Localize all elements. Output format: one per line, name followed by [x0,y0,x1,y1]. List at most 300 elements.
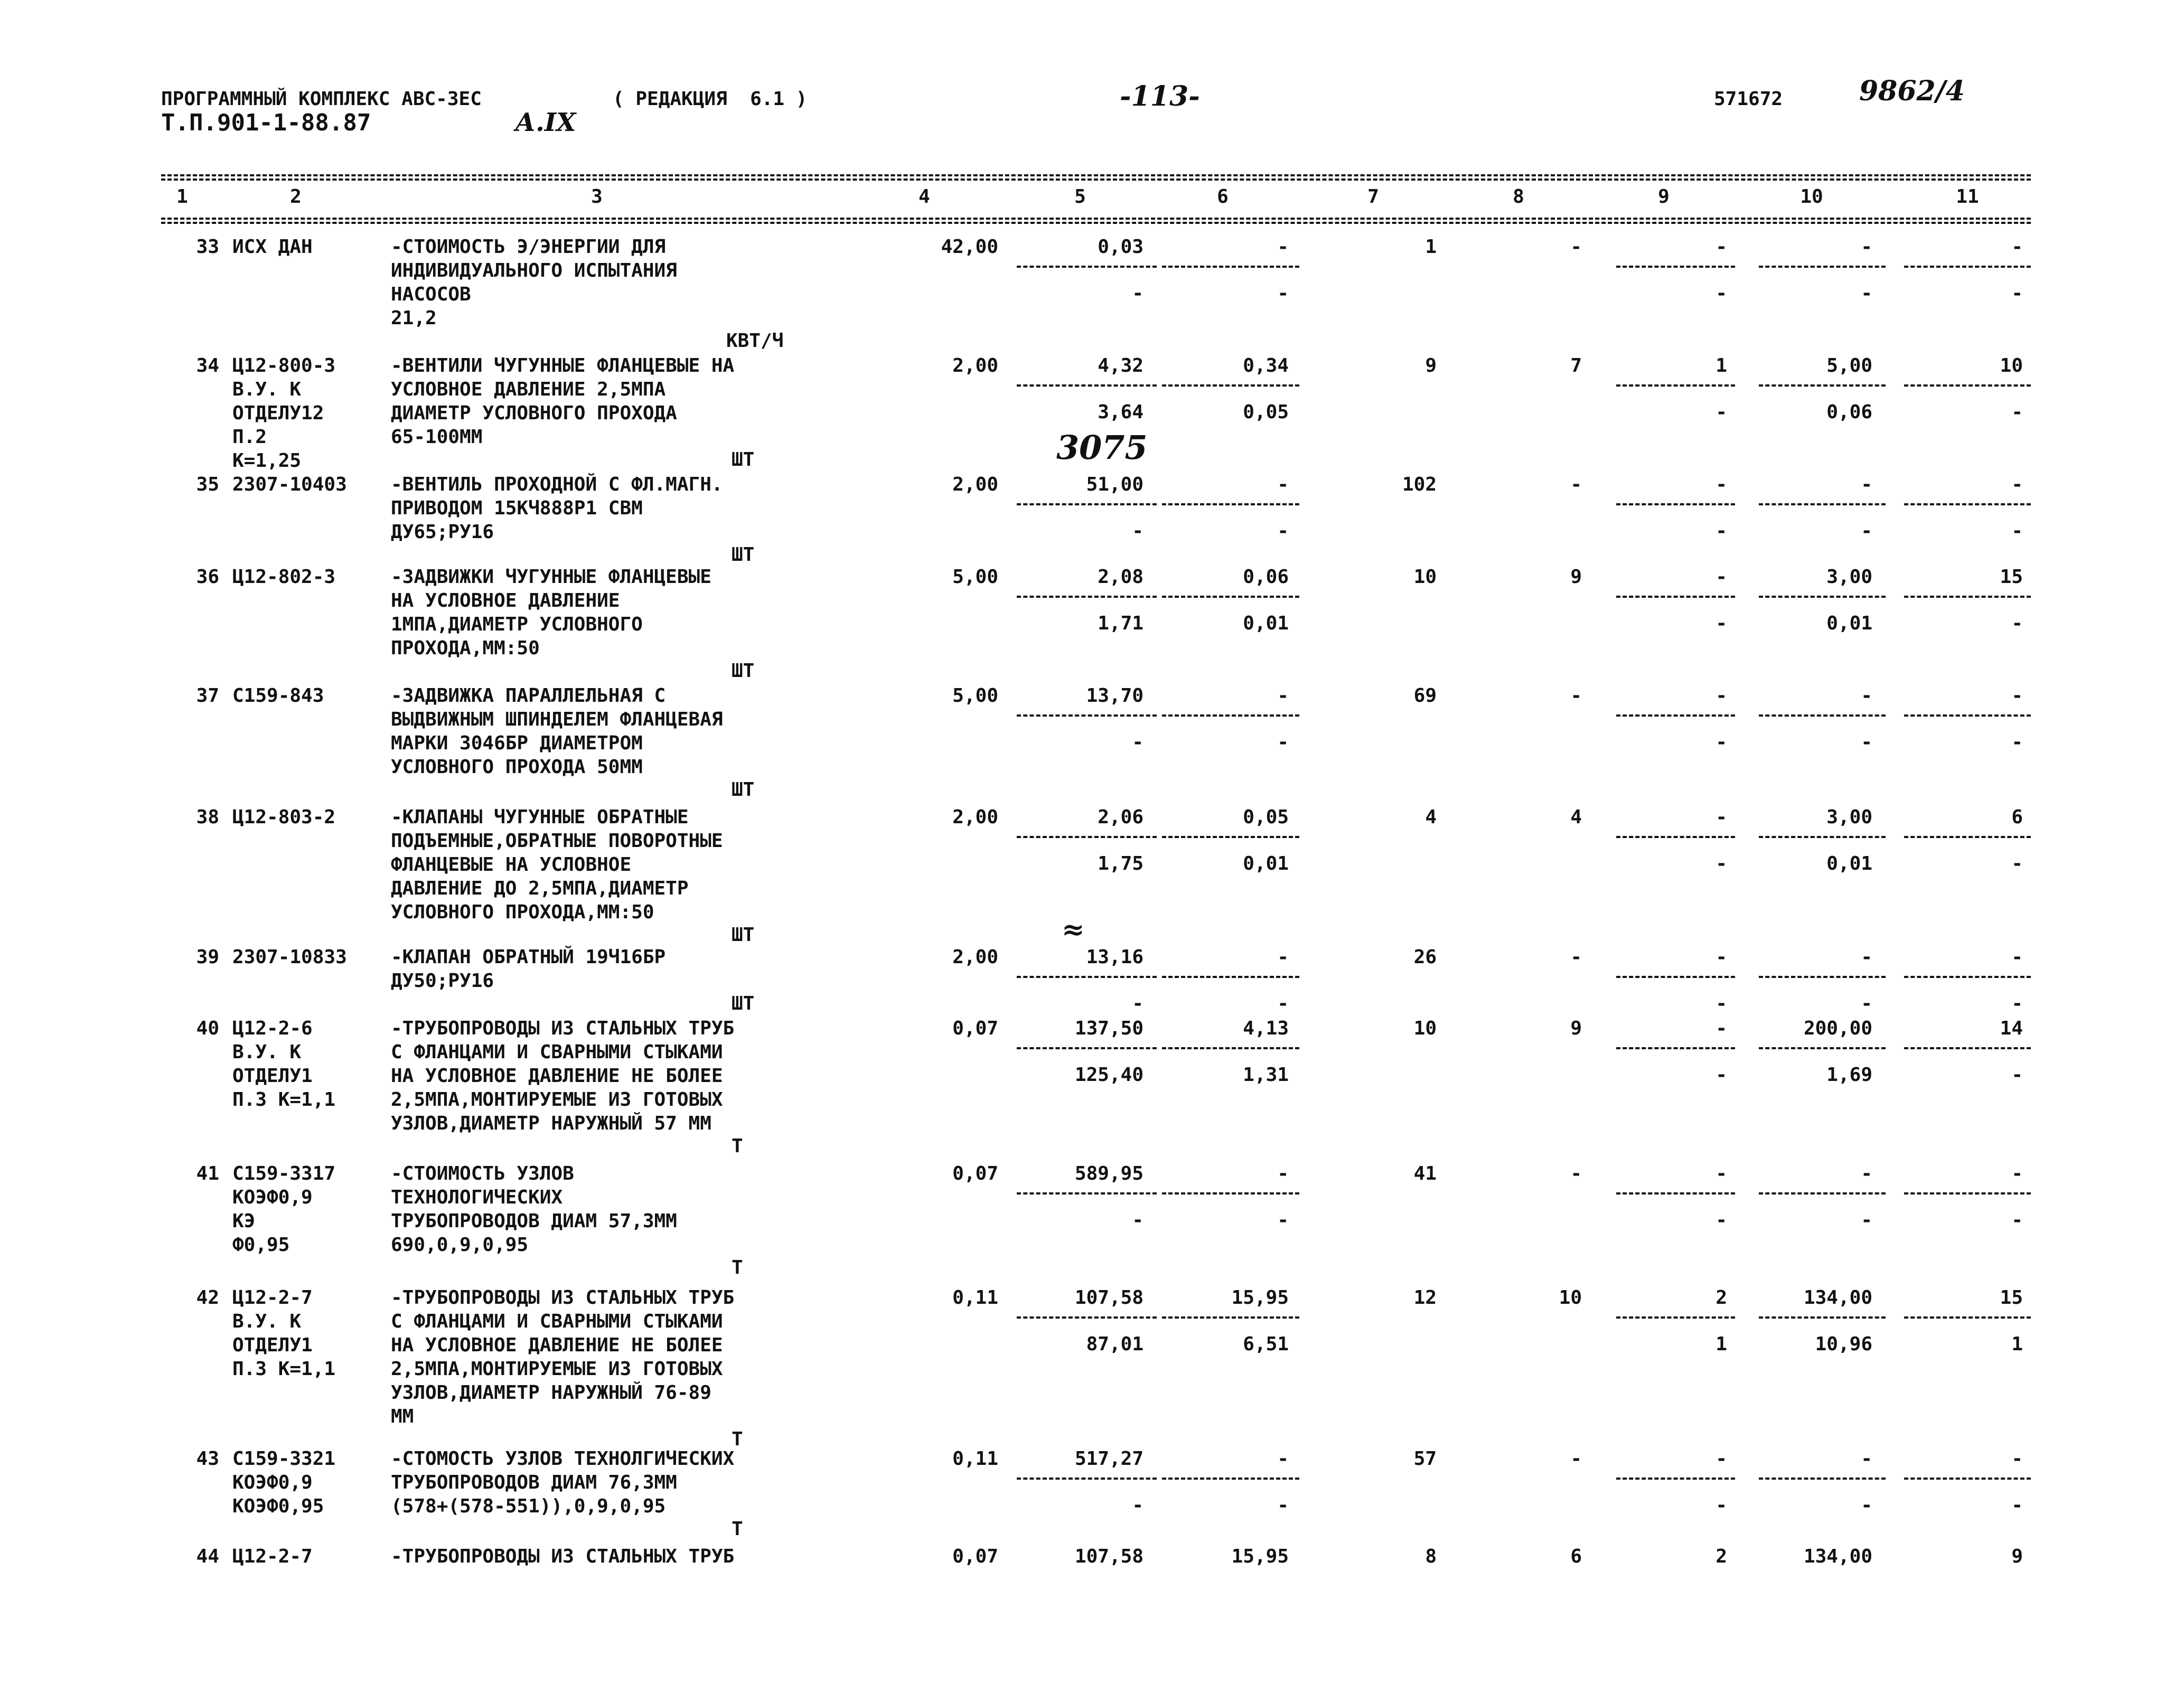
row-description-line: ТРУБОПРОВОДОВ ДИАМ 57,3ММ [391,1210,677,1232]
row-description-line: ДУ65;РУ16 [391,521,494,543]
cell-c6b-lower: - [1277,520,1289,542]
row-number: 36 [196,566,219,588]
row-description-line: -СТОМОСТЬ УЗЛОВ ТЕХНОЛГИЧЕСКИХ [391,1448,735,1470]
row-description-line: УСЛОВНОГО ПРОХОДА 50ММ [391,756,643,778]
fraction-rule [1759,503,1886,505]
cell-c6: 15,95 [1231,1546,1289,1567]
cell-qty: 0,07 [952,1018,998,1039]
row-description-line: -ЗАДВИЖКА ПАРАЛЛЕЛЬНАЯ С [391,685,666,707]
cell-c5: 2,08 [1098,566,1143,588]
tp-number: Т.П.901-1-88.87 [161,109,371,136]
cell-c11b-lower: - [2011,1064,2023,1086]
row-description-line: -ЗАДВИЖКИ ЧУГУННЫЕ ФЛАНЦЕВЫЕ [391,566,711,588]
row-description-line: ТРУБОПРОВОДОВ ДИАМ 76,3ММ [391,1472,677,1493]
row-description-line: -ВЕНТИЛИ ЧУГУННЫЕ ФЛАНЦЕВЫЕ НА [391,355,735,377]
row-description-line: ДИАМЕТР УСЛОВНОГО ПРОХОДА [391,402,677,424]
cell-c11: - [2011,236,2023,258]
cell-c8: 9 [1570,566,1582,588]
cell-c6: 0,06 [1243,566,1289,588]
cell-qty: 2,00 [952,946,998,968]
row-description-line: ПОДЪЕМНЫЕ,ОБРАТНЫЕ ПОВОРОТНЫЕ [391,830,723,852]
table-header-rule [161,218,2031,220]
fraction-rule [1616,1047,1735,1049]
cell-c10b-lower: - [1861,1209,1872,1231]
cell-c7: 12 [1413,1287,1437,1309]
row-code-line: С159-3317 [232,1163,336,1184]
cell-c8: - [1570,474,1582,495]
cell-c9: - [1716,1163,1727,1184]
row-description-line: ТЕХНОЛОГИЧЕСКИХ [391,1187,563,1208]
fraction-rule [1162,1316,1299,1319]
row-description-line: 2,5МПА,МОНТИРУЕМЫЕ ИЗ ГОТОВЫХ [391,1089,723,1111]
album-number: А.IХ [515,108,576,137]
cell-c5: 137,50 [1074,1018,1143,1039]
fraction-rule [1759,1316,1886,1319]
row-unit: ШТ [732,449,755,471]
fraction-rule [1759,836,1886,838]
cell-c8: - [1570,685,1582,707]
cell-c10: 3,00 [1826,566,1872,588]
row-description-line: 1МПА,ДИАМЕТР УСЛОВНОГО [391,614,643,635]
col-header-9: 9 [1658,186,1670,208]
cell-c6b-lower: - [1277,1209,1289,1231]
table-top-rule [161,174,2031,176]
cell-qty: 2,00 [952,355,998,377]
cell-c10b-lower: - [1861,993,1872,1014]
cell-c10b-lower: 10,96 [1815,1333,1872,1355]
col-header-8: 8 [1513,186,1524,208]
fraction-rule [1616,596,1735,598]
row-code-line: КОЭФ0,95 [232,1495,324,1517]
row-code-line: 2307-10833 [232,946,347,968]
row-number: 44 [196,1546,219,1567]
row-description-line: С ФЛАНЦАМИ И СВАРНЫМИ СТЫКАМИ [391,1311,723,1332]
row-unit: Т [732,1518,743,1540]
fraction-rule [1017,384,1157,387]
cell-c9b-lower: - [1716,993,1727,1014]
col-header-7: 7 [1367,186,1379,208]
cell-c11: - [2011,1448,2023,1470]
fraction-rule [1017,266,1157,268]
fraction-rule [1017,836,1157,838]
handwritten-scribble-row-39: ≈ [1062,914,1085,946]
row-description-line: ДУ50;РУ16 [391,970,494,992]
cell-qty: 42,00 [941,236,998,258]
cell-c9: 1 [1716,355,1727,377]
fraction-rule [1616,836,1735,838]
cell-c6: - [1277,1163,1289,1184]
fraction-rule [1162,503,1299,505]
cell-c5: 2,06 [1098,806,1143,828]
cell-c11: 15 [2000,1287,2023,1309]
cell-c6: - [1277,946,1289,968]
cell-qty: 0,11 [952,1287,998,1309]
cell-c10: 200,00 [1803,1018,1872,1039]
cell-c5: 517,27 [1074,1448,1143,1470]
fraction-rule [1904,1478,2031,1480]
cell-c11: 9 [2011,1546,2023,1567]
fraction-rule [1162,1192,1299,1194]
row-code-line: КОЭФ0,9 [232,1187,313,1208]
cell-qty: 2,00 [952,806,998,828]
fraction-rule [1616,1192,1735,1194]
fraction-rule [1017,1047,1157,1049]
row-description-line: ФЛАНЦЕВЫЕ НА УСЛОВНОЕ [391,854,632,876]
cell-c11b-lower: - [2011,283,2023,304]
cell-c11: 14 [2000,1018,2023,1039]
cell-c9: - [1716,685,1727,707]
row-description-line: НА УСЛОВНОЕ ДАВЛЕНИЕ НЕ БОЛЕЕ [391,1334,723,1356]
cell-c8: 7 [1570,355,1582,377]
fraction-rule [1904,384,2031,387]
fraction-rule [1017,1192,1157,1194]
cell-c7: 57 [1413,1448,1437,1470]
program-title: ПРОГРАММНЫЙ КОМПЛЕКС АВС-ЗЕС [161,88,482,110]
row-description-line: -СТОИМОСТЬ Э/ЭНЕРГИИ ДЛЯ [391,236,666,258]
cell-c11: - [2011,685,2023,707]
row-code-line: Ц12-800-3 [232,355,336,377]
cell-c9b-lower: - [1716,731,1727,753]
row-unit: ШТ [732,779,755,801]
cell-c10b-lower: - [1861,1494,1872,1516]
row-number: 42 [196,1287,219,1309]
fraction-rule [1904,596,2031,598]
fraction-rule [1162,266,1299,268]
cell-c10b-lower: 0,01 [1826,613,1872,634]
cell-c10: - [1861,474,1872,495]
row-unit: Т [732,1257,743,1278]
col-header-1: 1 [176,186,188,208]
row-description-line: УСЛОВНОЕ ДАВЛЕНИЕ 2,5МПА [391,379,666,400]
fraction-rule [1616,1478,1735,1480]
cell-c5b-lower: 3,64 [1098,401,1143,423]
cell-c5: 0,03 [1098,236,1143,258]
row-description-line: УЗЛОВ,ДИАМЕТР НАРУЖНЫЙ 76-89 [391,1382,711,1404]
cell-c5: 107,58 [1074,1287,1143,1309]
col-header-5: 5 [1074,186,1086,208]
cell-c10b-lower: - [1861,283,1872,304]
cell-c6b-lower: 0,05 [1243,401,1289,423]
row-code-line: П.3 К=1,1 [232,1089,336,1111]
row-code-line: Ц12-2-6 [232,1018,313,1039]
cell-c5: 51,00 [1086,474,1143,495]
row-code-line: Ф0,95 [232,1234,290,1256]
fraction-rule [1017,503,1157,505]
cell-c10: - [1861,236,1872,258]
col-header-10: 10 [1800,186,1823,208]
row-description-line: -ТРУБОПРОВОДЫ ИЗ СТАЛЬНЫХ ТРУБ [391,1287,735,1309]
cell-c9: - [1716,236,1727,258]
cell-c5b-lower: - [1132,1494,1143,1516]
handwritten-note-row-35: 3075 [1056,428,1148,467]
cell-c7: 41 [1413,1163,1437,1184]
cell-c6: - [1277,685,1289,707]
cell-c10b-lower: 1,69 [1826,1064,1872,1086]
cell-qty: 0,11 [952,1448,998,1470]
fraction-rule [1616,976,1735,978]
row-description-line: (578+(578-551)),0,9,0,95 [391,1495,666,1517]
cell-c6: - [1277,474,1289,495]
fraction-rule [1616,266,1735,268]
row-code-line: К=1,25 [232,450,302,472]
row-code-line: П.2 [232,426,267,448]
cell-c8: - [1570,1163,1582,1184]
cell-c11: - [2011,1163,2023,1184]
cell-c7: 9 [1425,355,1437,377]
cell-c5b-lower: 87,01 [1086,1333,1143,1355]
cell-c10: 5,00 [1826,355,1872,377]
row-unit: ШТ [732,544,755,566]
row-number: 34 [196,355,219,377]
cell-c11: 15 [2000,566,2023,588]
row-description-line: УЗЛОВ,ДИАМЕТР НАРУЖНЫЙ 57 ММ [391,1113,711,1134]
fraction-rule [1162,836,1299,838]
row-description-line: -ТРУБОПРОВОДЫ ИЗ СТАЛЬНЫХ ТРУБ [391,1546,735,1567]
cell-c9: - [1716,1448,1727,1470]
fraction-rule [1162,596,1299,598]
fraction-rule [1759,266,1886,268]
fraction-rule [1616,714,1735,717]
cell-c5: 589,95 [1074,1163,1143,1184]
col-header-2: 2 [290,186,302,208]
fraction-rule [1904,1047,2031,1049]
fraction-rule [1759,596,1886,598]
cell-c10: - [1861,946,1872,968]
cell-c6b-lower: - [1277,1494,1289,1516]
cell-c6: - [1277,1448,1289,1470]
fraction-rule [1904,266,2031,268]
cell-c6b-lower: - [1277,283,1289,304]
cell-c8: 9 [1570,1018,1582,1039]
cell-c11b-lower: - [2011,853,2023,874]
cell-c11b-lower: 1 [2011,1333,2023,1355]
cell-c11b-lower: - [2011,1494,2023,1516]
cell-c6b-lower: - [1277,731,1289,753]
row-description-line: НАСОСОВ [391,284,471,305]
row-description-line: 2,5МПА,МОНТИРУЕМЫЕ ИЗ ГОТОВЫХ [391,1358,723,1380]
cell-c11b-lower: - [2011,993,2023,1014]
cell-c6: 4,13 [1243,1018,1289,1039]
cell-c7: 10 [1413,1018,1437,1039]
cell-c10b-lower: 0,06 [1826,401,1872,423]
row-description-line: ИНДИВИДУАЛЬНОГО ИСПЫТАНИЯ [391,260,677,281]
fraction-rule [1759,1047,1886,1049]
row-description-line: С ФЛАНЦАМИ И СВАРНЫМИ СТЫКАМИ [391,1041,723,1063]
row-description-line: ДАВЛЕНИЕ ДО 2,5МПА,ДИАМЕТР [391,878,689,899]
cell-c6b-lower: 6,51 [1243,1333,1289,1355]
row-description-line: 21,2 [391,307,437,329]
row-description-line: ВЫДВИЖНЫМ ШПИНДЕЛЕМ ФЛАНЦЕВАЯ [391,709,723,730]
cell-c11: 6 [2011,806,2023,828]
fraction-rule [1162,976,1299,978]
cell-c9b-lower: - [1716,1494,1727,1516]
cell-c11b-lower: - [2011,731,2023,753]
cell-c9b-lower: - [1716,401,1727,423]
row-code-line: 2307-10403 [232,474,347,495]
fraction-rule [1616,1316,1735,1319]
cell-c10: 134,00 [1803,1287,1872,1309]
row-number: 43 [196,1448,219,1470]
cell-qty: 0,07 [952,1546,998,1567]
cell-c5: 13,16 [1086,946,1143,968]
cell-c8: - [1570,1448,1582,1470]
cell-c7: 69 [1413,685,1437,707]
cell-c8: 6 [1570,1546,1582,1567]
row-description-line: ПРИВОДОМ 15КЧ888Р1 СВМ [391,497,643,519]
table-header-rule-2 [161,222,2031,224]
fraction-rule [1162,384,1299,387]
row-code-line: В.У. К [232,1041,302,1063]
row-description-line: ПРОХОДА,ММ:50 [391,637,540,659]
row-description-line: 65-100ММ [391,426,483,448]
row-code-line: КОЭФ0,9 [232,1472,313,1493]
cell-c9: - [1716,474,1727,495]
cell-c11: - [2011,474,2023,495]
fraction-rule [1904,714,2031,717]
row-code-line: Ц12-803-2 [232,806,336,828]
cell-c10: - [1861,1448,1872,1470]
row-description-line: -КЛАПАН ОБРАТНЫЙ 19Ч16БР [391,946,666,968]
row-code-line: В.У. К [232,379,302,400]
cell-c10b-lower: - [1861,731,1872,753]
fraction-rule [1759,714,1886,717]
cell-c10b-lower: 0,01 [1826,853,1872,874]
fraction-rule [1017,1478,1157,1480]
cell-c6: 15,95 [1231,1287,1289,1309]
cell-qty: 2,00 [952,474,998,495]
row-description-line: НА УСЛОВНОЕ ДАВЛЕНИЕ [391,590,620,611]
cell-c8: 10 [1559,1287,1582,1309]
row-code-line: С159-843 [232,685,324,707]
fraction-rule [1017,976,1157,978]
cell-c9b-lower: 1 [1716,1333,1727,1355]
cell-c9: - [1716,1018,1727,1039]
fraction-rule [1904,836,2031,838]
cell-c5b-lower: - [1132,993,1143,1014]
cell-c5b-lower: - [1132,520,1143,542]
cell-c5b-lower: 1,71 [1098,613,1143,634]
table-top-rule-2 [161,178,2031,181]
row-description-line: -СТОИМОСТЬ УЗЛОВ [391,1163,574,1184]
row-number: 37 [196,685,219,707]
fraction-rule [1162,714,1299,717]
cell-c5: 4,32 [1098,355,1143,377]
fraction-rule [1904,503,2031,505]
cell-c8: - [1570,236,1582,258]
row-code-line: ОТДЕЛУ1 [232,1065,313,1087]
row-number: 33 [196,236,219,258]
cell-c6b-lower: 0,01 [1243,613,1289,634]
cell-c10b-lower: - [1861,520,1872,542]
row-code-line: Ц12-802-3 [232,566,336,588]
cell-qty: 5,00 [952,566,998,588]
row-description-line: -ТРУБОПРОВОДЫ ИЗ СТАЛЬНЫХ ТРУБ [391,1018,735,1039]
cell-c7: 1 [1425,236,1437,258]
row-description-line: УСЛОВНОГО ПРОХОДА,ММ:50 [391,901,654,923]
row-number: 40 [196,1018,219,1039]
row-unit: Т [732,1428,743,1450]
fraction-rule [1017,1316,1157,1319]
cell-c6: 0,05 [1243,806,1289,828]
col-header-6: 6 [1217,186,1229,208]
row-code-line: ОТДЕЛУ12 [232,402,324,424]
cell-c7: 4 [1425,806,1437,828]
row-code-line: С159-3321 [232,1448,336,1470]
fraction-rule [1017,596,1157,598]
cell-c9: - [1716,946,1727,968]
cell-c6b-lower: 0,01 [1243,853,1289,874]
row-code-line: Ц12-2-7 [232,1546,313,1567]
cell-c9b-lower: - [1716,1209,1727,1231]
fraction-rule [1017,714,1157,717]
cell-c10: 3,00 [1826,806,1872,828]
cell-c5b-lower: 125,40 [1074,1064,1143,1086]
cell-c5b-lower: - [1132,731,1143,753]
fraction-rule [1616,384,1735,387]
cell-c9: 2 [1716,1546,1727,1567]
cell-c8: 4 [1570,806,1582,828]
cell-c9b-lower: - [1716,1064,1727,1086]
row-code-line: ИСХ ДАН [232,236,313,258]
row-unit: Т [732,1135,743,1157]
fraction-rule [1162,1478,1299,1480]
fraction-rule [1904,1192,2031,1194]
row-description-line: -ВЕНТИЛЬ ПРОХОДНОЙ С ФЛ.МАГН. [391,474,723,495]
cell-c9: 2 [1716,1287,1727,1309]
cell-c7: 10 [1413,566,1437,588]
fraction-rule [1904,976,2031,978]
row-code-line: ОТДЕЛУ1 [232,1334,313,1356]
row-description-line: ММ [391,1406,414,1427]
cell-c9b-lower: - [1716,853,1727,874]
cell-c7: 26 [1413,946,1437,968]
row-description-line: -КЛАПАНЫ ЧУГУННЫЕ ОБРАТНЫЕ [391,806,689,828]
cell-c5b-lower: 1,75 [1098,853,1143,874]
cell-c11b-lower: - [2011,613,2023,634]
cell-c11: - [2011,946,2023,968]
fraction-rule [1759,976,1886,978]
cell-c9: - [1716,806,1727,828]
row-unit: ШТ [732,993,755,1014]
cell-c7: 102 [1402,474,1437,495]
cell-c9b-lower: - [1716,520,1727,542]
cell-c5b-lower: - [1132,1209,1143,1231]
row-number: 41 [196,1163,219,1184]
col-header-11: 11 [1956,186,1979,208]
cell-c11b-lower: - [2011,401,2023,423]
handwritten-reference: 9862/4 [1859,75,1965,107]
row-code-line: Ц12-2-7 [232,1287,313,1309]
cell-qty: 5,00 [952,685,998,707]
row-unit: ШТ [732,924,755,946]
row-number: 38 [196,806,219,828]
cell-qty: 0,07 [952,1163,998,1184]
cell-c9b-lower: - [1716,613,1727,634]
fraction-rule [1759,384,1886,387]
col-header-4: 4 [918,186,930,208]
cell-c8: - [1570,946,1582,968]
edition-label: ( РЕДАКЦИЯ 6.1 ) [613,88,808,110]
row-description-line: НА УСЛОВНОЕ ДАВЛЕНИЕ НЕ БОЛЕЕ [391,1065,723,1087]
cell-c5b-lower: - [1132,283,1143,304]
cell-c6b-lower: 1,31 [1243,1064,1289,1086]
row-code-line: В.У. К [232,1311,302,1332]
row-code-line: П.3 К=1,1 [232,1358,336,1380]
cell-c10: - [1861,685,1872,707]
fraction-rule [1162,1047,1299,1049]
cell-c5: 13,70 [1086,685,1143,707]
cell-c6: 0,34 [1243,355,1289,377]
